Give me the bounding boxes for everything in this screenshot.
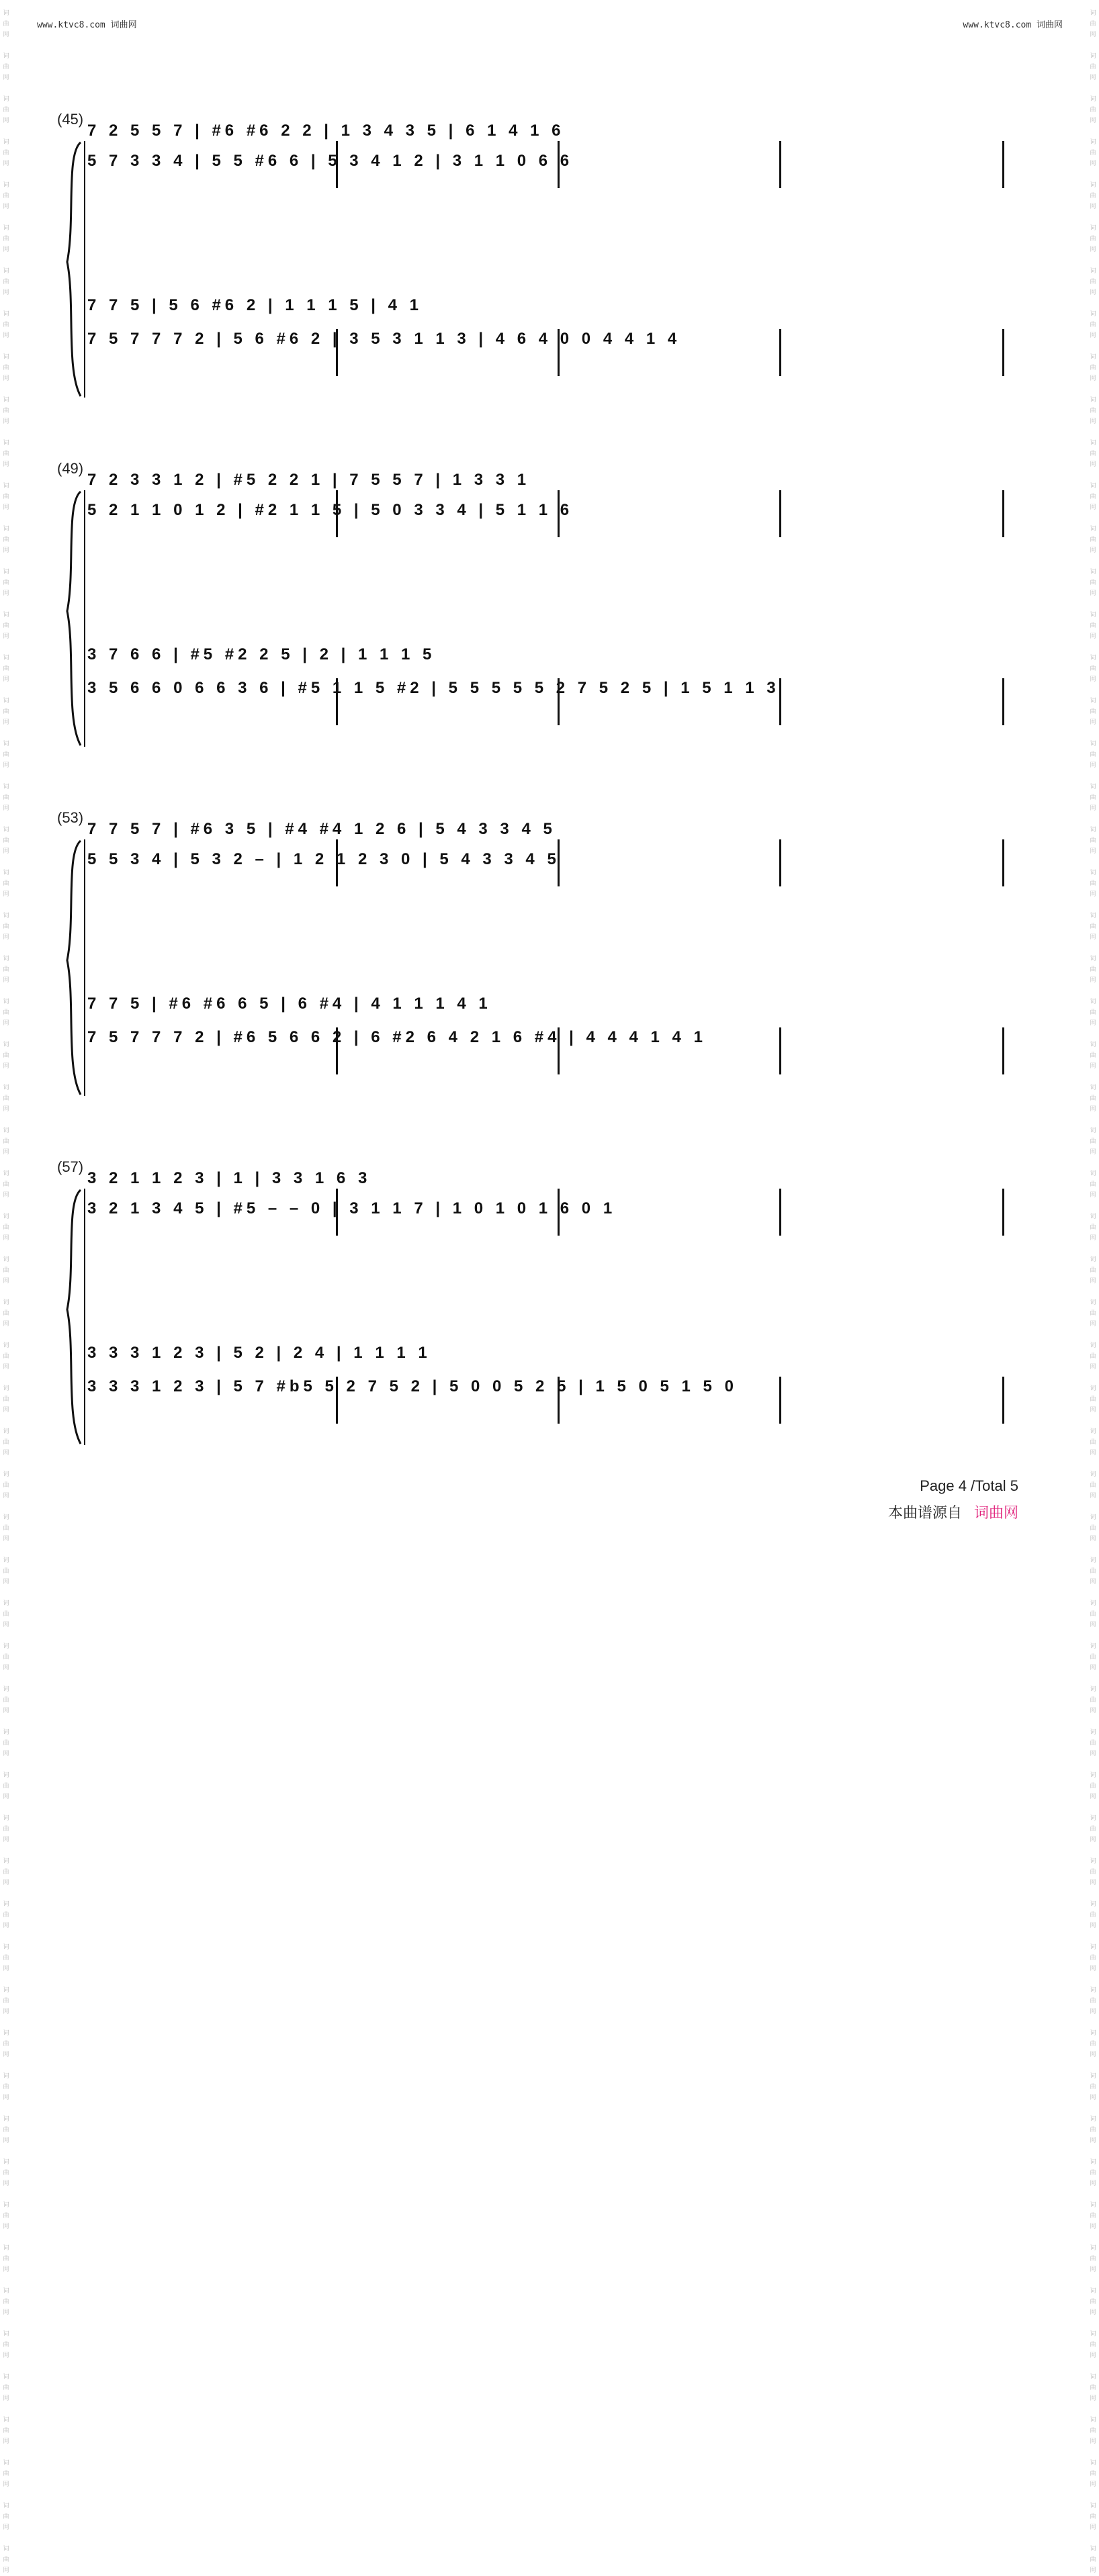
- score-system: [57, 739, 1008, 1054]
- notation-row: 7 2 5 5 7 | #6 #6 2 2 | 1 3 4 3 5 | 6 1 4 1 6: [87, 122, 565, 140]
- notation-row: 3 5 6 6 0 6 6 3 6 | #5 1 1 5 #2 | 5 5 5 5 5 2 7 5 2 5 | 1 5 1 1 3: [87, 679, 780, 697]
- notation-row: 7 7 5 7 | #6 3 5 | #4 #4 1 2 6 | 5 4 3 3 4 5: [87, 820, 556, 838]
- notation-row: 3 2 1 1 2 3 | 1 | 3 3 1 6 3: [87, 1169, 371, 1187]
- score-system: [57, 40, 1008, 356]
- measure-number: (53): [57, 809, 84, 826]
- notation-row: 3 7 6 6 | #5 #2 2 5 | 2 | 1 1 1 5: [87, 645, 436, 663]
- score-system: [57, 389, 1008, 705]
- grand-staff-brace: [60, 490, 87, 759]
- score-system: [57, 1088, 1008, 1404]
- grand-staff-brace: [60, 1189, 87, 1457]
- bar-line: [1002, 678, 1004, 725]
- sidebar-watermark-left: 词 曲 网 词 曲 网 词 曲 网 词 曲 网 词 曲 网 词 曲 网 词 曲 网 词 曲 网 词 曲 网 词 曲 网 词 曲 网 词 曲 网 词 曲 网 词 曲 网 词 曲 网 词 曲 网 词 曲 网 词 曲 网 词 曲 网 词 曲 网 词 曲 网 词 曲 网 词 曲 网 词 曲 网 词 曲 网 词 曲 网 词 曲 网 词 曲 网 词 曲 网 词 曲 网 词 曲 网 词 曲 网 词 曲 网 词 曲 网 词 曲 网 词 曲 网 词 曲 网 词 曲 网 词 曲 网 词 曲 网 词 曲 网 词 曲 网 词 曲 网 词 曲 网 词 曲 网 词 曲 网 词 曲 网 词 曲 网 词 曲 网 词 曲 网 词 曲 网 词 曲 网 词 曲 网 词 曲 网 词 曲 网 词 曲 网 词 曲 网 词 曲 网 词 曲 网 词 曲 网: [3, 10, 9, 2574]
- notation-row: 3 2 1 3 4 5 | #5 – – 0 | 3 1 1 7 | 1 0 1 0 1 6 0 1: [87, 1199, 617, 1217]
- notation-row: 7 5 7 7 7 2 | 5 6 #6 2 | 3 5 3 1 1 3 | 4 6 4 0 0 4 4 1 4: [87, 330, 681, 348]
- bar-line: [1002, 1189, 1004, 1236]
- sidebar-watermark-right: 词 曲 网 词 曲 网 词 曲 网 词 曲 网 词 曲 网 词 曲 网 词 曲 网 词 曲 网 词 曲 网 词 曲 网 词 曲 网 词 曲 网 词 曲 网 词 曲 网 词 曲 网 词 曲 网 词 曲 网 词 曲 网 词 曲 网 词 曲 网 词 曲 网 词 曲 网 词 曲 网 词 曲 网 词 曲 网 词 曲 网 词 曲 网 词 曲 网 词 曲 网 词 曲 网 词 曲 网 词 曲 网 词 曲 网 词 曲 网 词 曲 网 词 曲 网 词 曲 网 词 曲 网 词 曲 网 词 曲 网 词 曲 网 词 曲 网 词 曲 网 词 曲 网 词 曲 网 词 曲 网 词 曲 网 词 曲 网 词 曲 网 词 曲 网 词 曲 网 词 曲 网 词 曲 网 词 曲 网 词 曲 网 词 曲 网 词 曲 网 词 曲 网 词 曲 网 词 曲 网: [1090, 10, 1096, 2574]
- notation-row: 5 7 3 3 4 | 5 5 #6 6 | 5 3 4 1 2 | 3 1 1 0 6 6: [87, 152, 574, 170]
- bar-line: [1002, 141, 1004, 188]
- notation-row: 7 7 5 | 5 6 #6 2 | 1 1 1 5 | 4 1: [87, 296, 423, 314]
- notation-row: 3 3 3 1 2 3 | 5 7 #b5 5 2 7 5 2 | 5 0 0 5 2 5 | 1 5 0 5 1 5 0: [87, 1377, 738, 1395]
- source-credit: [888, 1502, 1018, 1522]
- page-number: Page 4 /Total 5: [920, 1477, 1018, 1494]
- source-text: 本曲谱源自: [887, 1504, 962, 1521]
- bar-line: [1002, 1377, 1004, 1424]
- source-brand[interactable]: 词曲网: [973, 1504, 1018, 1521]
- notation-row: 3 3 3 1 2 3 | 5 2 | 2 4 | 1 1 1 1: [87, 1344, 431, 1362]
- bar-line: [1002, 490, 1004, 537]
- bar-line: [1002, 329, 1004, 376]
- bar-line: [1002, 1027, 1004, 1074]
- grand-staff-brace: [60, 839, 87, 1108]
- grand-staff-brace: [60, 141, 87, 410]
- header-left-url[interactable]: www.ktvc8.com 词曲网: [37, 20, 137, 30]
- notation-row: 7 5 7 7 7 2 | #6 5 6 6 2 | 6 #2 6 4 2 1 6 #4 | 4 4 4 1 4 1: [87, 1028, 707, 1046]
- notation-row: 5 5 3 4 | 5 3 2 – | 1 2 1 2 3 0 | 5 4 3 3 4 5: [87, 850, 560, 868]
- notation-row: 5 2 1 1 0 1 2 | #2 1 1 5 | 5 0 3 3 4 | 5 1 1 6: [87, 501, 574, 519]
- notation-row: 7 2 3 3 1 2 | #5 2 2 1 | 7 5 5 7 | 1 3 3 1: [87, 471, 531, 489]
- measure-number: (49): [57, 460, 84, 477]
- bar-line: [1002, 839, 1004, 886]
- notation-row: 7 7 5 | #6 #6 6 5 | 6 #4 | 4 1 1 1 4 1: [87, 995, 492, 1013]
- header-right-url[interactable]: www.ktvc8.com 词曲网: [963, 20, 1063, 30]
- measure-number: (57): [57, 1158, 84, 1175]
- measure-number: (45): [57, 111, 84, 128]
